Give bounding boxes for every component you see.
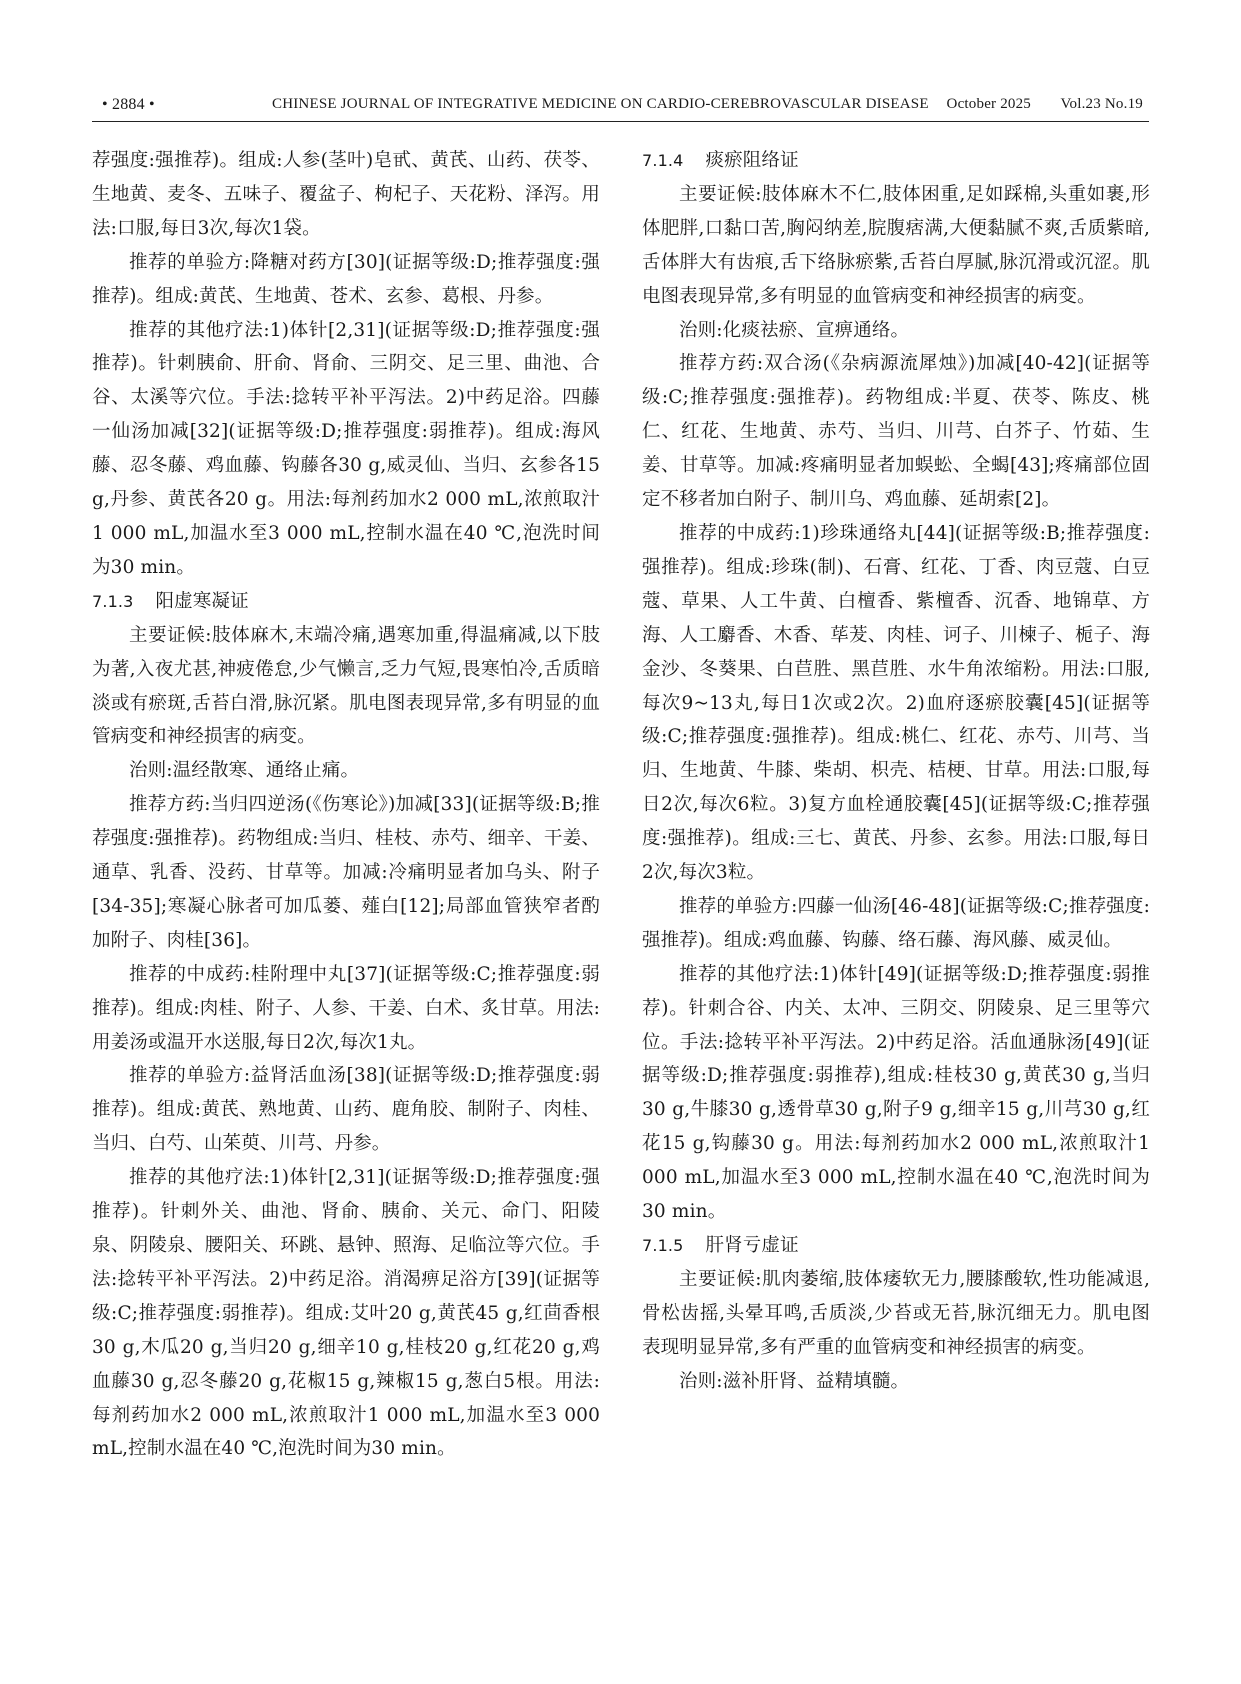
paragraph: 治则:温经散寒、通络止痛。 <box>129 760 360 782</box>
issue-date: October 2025 <box>946 96 1031 112</box>
section-number: 7.1.5 <box>642 1236 684 1255</box>
paragraph: 推荐的其他疗法:1)体针[2,31](证据等级:D;推荐强度:强推荐)。针刺胰俞、肝俞、肾俞、三阴交、足三里、曲池、合谷、太溪等穴位。手法:捻转平补平泻法。2)中药足浴。四藤一仙汤加减[32](证据等级:D;推荐强度:弱推荐)。组成:海风藤、忍冬藤、鸡血藤、钩藤各30 g,威灵仙、当归、玄参各15 g,丹参、黄芪各20 g。用法:每剂药加水2 000 mL,浓煎取汁1 000 mL,加温水至3 000 mL,控制水温在40 ℃,泡洗时间为30 min。 <box>92 319 600 578</box>
section-heading <box>642 1229 1150 1263</box>
running-header <box>92 94 1149 122</box>
paragraph: 主要证候:肢体麻木不仁,肢体困重,足如踩棉,头重如裹,形体肥胖,口黏口苦,胸闷纳差,脘腹痞满,大便黏腻不爽,舌质紫暗,舌体胖大有齿痕,舌下络脉瘀紫,舌苔白厚腻,脉沉滑或沉涩。肌电图表现异常,多有明显的血管病变和神经损害的病变。 <box>642 183 1150 307</box>
paragraph: 推荐的单验方:降糖对药方[30](证据等级:D;推荐强度:强推荐)。组成:黄芪、生地黄、苍术、玄参、葛根、丹参。 <box>92 251 600 307</box>
section-number: 7.1.4 <box>642 151 684 170</box>
paragraph: 推荐的其他疗法:1)体针[49](证据等级:D;推荐强度:弱推荐)。针刺合谷、内关、太冲、三阴交、阴陵泉、足三里等穴位。手法:捻转平补平泻法。2)中药足浴。活血通脉汤[49](证据等级:D;推荐强度:弱推荐),组成:桂枝30 g,黄芪30 g,当归30 g,牛膝30 g,透骨草30 g,附子9 g,细辛15 g,川芎30 g,红花15 g,钩藤30 g。用法:每剂药加水2 000 mL,浓煎取汁1 000 mL,加温水至3 000 mL,控制水温在40 ℃,泡洗时间为30 min。 <box>642 963 1150 1223</box>
section-number: 7.1.3 <box>92 591 134 611</box>
paragraph: 主要证候:肌肉萎缩,肢体痿软无力,腰膝酸软,性功能减退,骨松齿摇,头晕耳鸣,舌质淡,少苔或无苔,脉沉细无力。肌电图表现明显异常,多有严重的血管病变和神经损害的病变。 <box>642 1268 1150 1358</box>
page-number: • 2884 • <box>102 96 155 113</box>
paragraph: 治则:滋补肝肾、益精填髓。 <box>679 1370 910 1392</box>
section-heading <box>642 144 1150 178</box>
section-title: 肝肾亏虚证 <box>705 1235 799 1256</box>
right-column <box>642 144 1150 1399</box>
paragraph: 推荐的中成药:1)珍珠通络丸[44](证据等级:B;推荐强度:强推荐)。组成:珍珠(制)、石膏、红花、丁香、肉豆蔻、白豆蔻、草果、人工牛黄、白檀香、紫檀香、沉香、地锦草、方海、人工麝香、木香、荜茇、肉桂、诃子、川楝子、栀子、海金沙、冬葵果、白苣胜、黑苣胜、水牛角浓缩粉。用法:口服,每次9~13丸,每日1次或2次。2)血府逐瘀胶囊[45](证据等级:C;推荐强度:强推荐)。组成:桃仁、红花、赤芍、川芎、当归、生地黄、牛膝、柴胡、枳壳、桔梗、甘草。用法:口服,每日2次,每次6粒。3)复方血栓通胶囊[45](证据等级:C;推荐强度:强推荐)。组成:三七、黄芪、丹参、玄参。用法:口服,每日2次,每次3粒。 <box>642 522 1150 884</box>
issue-volume: Vol.23 No.19 <box>1060 96 1143 112</box>
paragraph: 推荐的单验方:四藤一仙汤[46-48](证据等级:C;推荐强度:强推荐)。组成:鸡血藤、钩藤、络石藤、海风藤、威灵仙。 <box>642 895 1150 951</box>
section-title: 阳虚寒凝证 <box>155 590 249 612</box>
paragraph: 推荐的其他疗法:1)体针[2,31](证据等级:D;推荐强度:强推荐)。针刺外关、曲池、肾俞、胰俞、关元、命门、阳陵泉、阴陵泉、腰阳关、环跳、悬钟、照海、足临泣等穴位。手法:捻转平补平泻法。2)中药足浴。消渴痹足浴方[39](证据等级:C;推荐强度:弱推荐)。组成:艾叶20 g,黄芪45 g,红茴香根30 g,木瓜20 g,当归20 g,细辛10 g,桂枝20 g,红花20 g,鸡血藤30 g,忍冬藤20 g,花椒15 g,辣椒15 g,葱白5根。用法:每剂药加水2 000 mL,浓煎取汁1 000 mL,加温水至3 000 mL,控制水温在40 ℃,泡洗时间为30 min。 <box>92 1167 600 1460</box>
section-title: 痰瘀阻络证 <box>705 150 799 171</box>
header-rule <box>92 121 1149 122</box>
journal-title: CHINESE JOURNAL OF INTEGRATIVE MEDICINE ON CARDIO-CEREBROVASCULAR DISEASE <box>272 96 929 112</box>
paragraph: 推荐方药:双合汤(《杂病源流犀烛》)加减[40-42](证据等级:C;推荐强度:强推荐)。药物组成:半夏、茯苓、陈皮、桃仁、红花、生地黄、赤芍、当归、川芎、白芥子、竹茹、生姜、甘草等。加减:疼痛明显者加蜈蚣、全蝎[43];疼痛部位固定不移者加白附子、制川乌、鸡血藤、延胡索[2]。 <box>642 353 1150 511</box>
paragraph: 推荐方药:当归四逆汤(《伤寒论》)加减[33](证据等级:B;推荐强度:强推荐)。药物组成:当归、桂枝、赤芍、细辛、干姜、通草、乳香、没药、甘草等。加减:冷痛明显者加乌头、附子[34-35];寒凝心脉者可加瓜蒌、薤白[12];局部血管狭窄者酌加附子、肉桂[36]。 <box>92 794 600 951</box>
paragraph: 荐强度:强推荐)。组成:人参(茎叶)皂甙、黄芪、山药、茯苓、生地黄、麦冬、五味子、覆盆子、枸杞子、天花粉、泽泻。用法:口服,每日3次,每次1袋。 <box>92 150 600 239</box>
paragraph: 推荐的单验方:益肾活血汤[38](证据等级:D;推荐强度:弱推荐)。组成:黄芪、熟地黄、山药、鹿角胶、制附子、肉桂、当归、白芍、山茱萸、川芎、丹参。 <box>92 1065 600 1155</box>
section-heading <box>92 585 600 619</box>
paragraph: 主要证候:肢体麻木,末端冷痛,遇寒加重,得温痛减,以下肢为著,入夜尤甚,神疲倦怠,少气懒言,乏力气短,畏寒怕冷,舌质暗淡或有瘀斑,舌苔白滑,脉沉紧。肌电图表现异常,多有明显的血管病变和神经损害的病变。 <box>92 624 600 748</box>
paragraph: 推荐的中成药:桂附理中丸[37](证据等级:C;推荐强度:弱推荐)。组成:肉桂、附子、人参、干姜、白术、炙甘草。用法:用姜汤或温开水送服,每日2次,每次1丸。 <box>92 963 600 1053</box>
left-column <box>92 144 600 1466</box>
paragraph: 治则:化痰祛瘀、宣痹通络。 <box>679 319 910 341</box>
